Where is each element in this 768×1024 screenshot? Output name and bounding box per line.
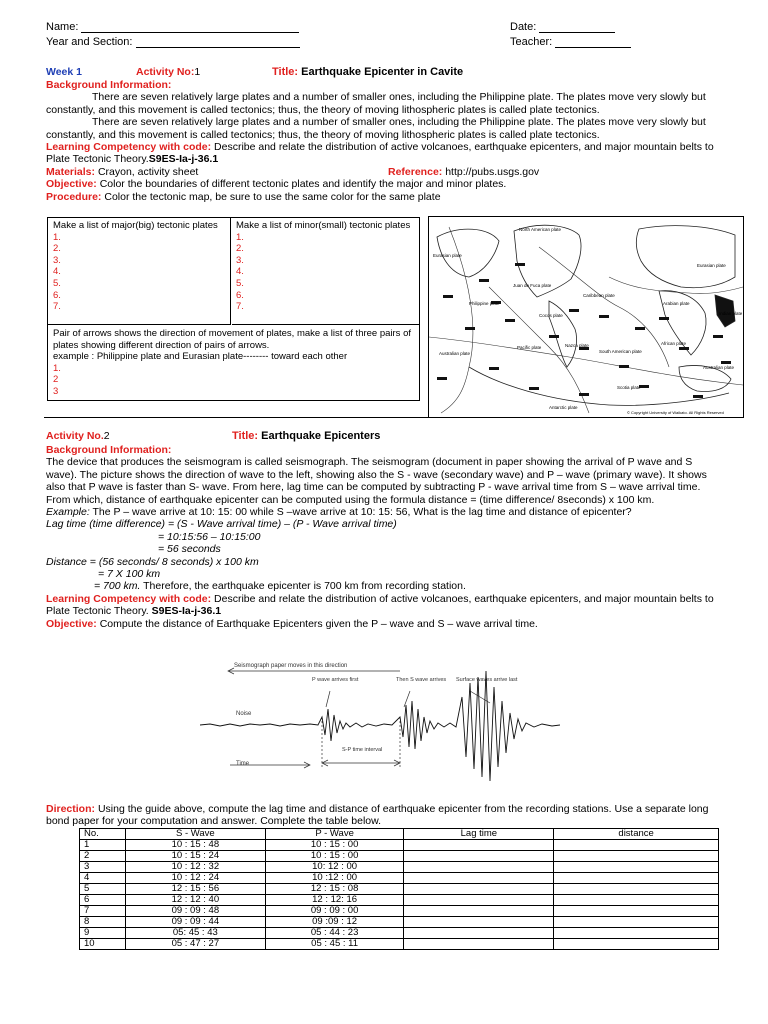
activity1-materials-line xyxy=(46,166,726,178)
row-number: 3 xyxy=(80,862,126,873)
activity2-objective-label: Objective: xyxy=(46,617,97,630)
major-item-number: 3. xyxy=(53,254,61,266)
activity2-number-value: 2 xyxy=(103,430,110,442)
lag-time-answer[interactable] xyxy=(404,917,554,928)
s-wave-time: 09 : 09 : 48 xyxy=(125,906,265,917)
activity1-competency xyxy=(46,141,726,166)
distance-answer[interactable] xyxy=(554,884,719,895)
s-wave-time: 09 : 09 : 44 xyxy=(125,917,265,928)
plates-list-table xyxy=(47,217,420,401)
tectonic-plates-map xyxy=(428,216,744,418)
p-wave-time: 09 : 09 : 00 xyxy=(265,906,404,917)
activity2-title-text: Earthquake Epicenters xyxy=(261,430,381,442)
s-wave-label: Then S wave arrives xyxy=(396,677,447,683)
activity2-objective-text: Compute the distance of Earthquake Epicenters given the P – wave and S – wave arrival time. xyxy=(99,617,538,630)
activity2-number-label: Activity No. xyxy=(46,430,104,442)
s-wave-time: 05: 45 : 43 xyxy=(125,928,265,939)
activity2-body xyxy=(46,444,726,630)
s-wave-time: 12 : 15 : 56 xyxy=(125,884,265,895)
activity1-background-p2: There are seven relatively large plates and a number of smaller ones, including the Philippine plate. The plates move very slowly but constantly, and this movement is called tectonics; thus, the theory of moving lithospheric plates is called plate tectonics. xyxy=(46,116,706,141)
name-blank[interactable] xyxy=(81,20,299,33)
minor-item-number: 3. xyxy=(236,254,244,266)
year-section-label: Year and Section: xyxy=(46,36,133,48)
p-wave-time: 12 : 12: 16 xyxy=(265,895,404,906)
table-row xyxy=(80,928,719,939)
example-text: The P – wave arrive at 10: 15: 00 while S –wave arrive at 10: 15: 56, What is the lag time and distance of epicenter? xyxy=(92,506,632,519)
row-number: 10 xyxy=(80,939,126,950)
s-wave-time: 10 : 12 : 32 xyxy=(125,862,265,873)
label-antarctic: Antarctic plate xyxy=(549,405,578,410)
label-juan-de-fuca: Juan de Fuca plate xyxy=(513,283,552,288)
minor-item-number: 4. xyxy=(236,266,244,278)
continent-outlines xyxy=(437,225,735,405)
minor-item-number: 6. xyxy=(236,289,244,301)
example-label: Example: xyxy=(46,506,90,519)
row-number: 5 xyxy=(80,884,126,895)
activity1-title-text: Earthquake Epicenter in Cavite xyxy=(301,66,464,78)
distance-step1: = 7 X 100 km xyxy=(98,568,161,581)
distance-answer[interactable] xyxy=(554,917,719,928)
distance-step2-line xyxy=(46,580,726,592)
lag-time-answer[interactable] xyxy=(404,873,554,884)
activity1-title-label: Title: xyxy=(272,66,299,78)
minor-item-number: 1. xyxy=(236,231,244,243)
distance-answer[interactable] xyxy=(554,862,719,873)
activity1-number-label: Activity No: xyxy=(136,66,195,78)
p-wave-time: 10 :12 : 00 xyxy=(265,873,404,884)
major-item-number: 7. xyxy=(53,301,61,313)
activity2-objective xyxy=(46,618,726,630)
year-section-blank[interactable] xyxy=(136,35,300,48)
table-row xyxy=(80,873,719,884)
header-distance: distance xyxy=(554,829,719,840)
row-number: 2 xyxy=(80,851,126,862)
header-lag-time: Lag time xyxy=(404,829,554,840)
p-wave-label: P wave arrives first xyxy=(312,677,359,683)
activity1-competency-text: Describe and relate the distribution of active volcanoes, earthquake epicenters, and major mountain belts to Plate Tectonic Theory. xyxy=(46,141,714,166)
plate-pairs-example: example : Philippine plate and Eurasian plate-------- toward each other xyxy=(53,351,348,363)
p-wave-time: 12 : 15 : 08 xyxy=(265,884,404,895)
s-wave-time: 10 : 12 : 24 xyxy=(125,873,265,884)
major-item-number: 2. xyxy=(53,243,61,255)
activity1-objective xyxy=(46,178,726,190)
label-african: African plate xyxy=(661,341,687,346)
table-row xyxy=(80,906,719,917)
major-plates-cell[interactable] xyxy=(48,218,231,325)
seismogram-diagram xyxy=(200,657,560,797)
distance-answer[interactable] xyxy=(554,873,719,884)
section-divider xyxy=(44,417,738,418)
label-eurasian-right: Eurasian plate xyxy=(697,263,726,268)
reference-text: http://pubs.usgs.gov xyxy=(445,165,540,178)
plate-pairs-cell[interactable] xyxy=(48,326,419,400)
header-s-wave: S - Wave xyxy=(125,829,265,840)
plate-pairs-heading: Pair of arrows shows the direction of movement of plates, make a list of three pairs of plates showing different direction of pairs of arrows. xyxy=(53,328,411,351)
table-row xyxy=(80,884,719,895)
activity2-background-label: Background Information: xyxy=(46,444,172,456)
activity2-background-text: The device that produces the seismogram is called seismograph. The seismogram (document in paper showing the arrival of P wave and S wave). The picture shows the direction of wave to the left, showing also the S - wave (secondary wave) and P – wave (primary wave). It shows also that P wave is faster than S- wave. From here, lag time can be computed by subtracting P - wave arrival time from S – wave arrival time. From which, distance of earthquake epicenter can be computed using the formula distance = (time difference/ 8seconds) x 100 km. xyxy=(46,456,707,506)
teacher-blank[interactable] xyxy=(555,35,631,48)
distance-answer[interactable] xyxy=(554,840,719,851)
minor-item-number: 5. xyxy=(236,277,244,289)
row-number: 6 xyxy=(80,895,126,906)
p-wave-time: 05 : 45 : 11 xyxy=(265,939,404,950)
label-eurasian-left: Eurasian plate xyxy=(433,253,462,258)
direction-label: Direction: xyxy=(46,803,96,815)
p-wave-time: 05 : 44 : 23 xyxy=(265,928,404,939)
activity2-title-label: Title: xyxy=(232,430,259,442)
activity1-heading xyxy=(46,66,82,78)
lag-time-step1: = 10:15:56 – 10:15:00 xyxy=(158,530,261,543)
teacher-field[interactable] xyxy=(510,35,631,48)
s-wave-time: 12 : 12 : 40 xyxy=(125,895,265,906)
lag-time-answer[interactable] xyxy=(404,895,554,906)
p-wave-time: 10 : 15 : 00 xyxy=(265,840,404,851)
paper-direction-label: Seismograph paper moves in this direction xyxy=(234,663,348,669)
row-number: 1 xyxy=(80,840,126,851)
activity2-competency xyxy=(46,593,726,618)
distance-answer[interactable] xyxy=(554,851,719,862)
minor-item-number: 2. xyxy=(236,243,244,255)
week-label: Week 1 xyxy=(46,66,82,78)
distance-answer[interactable] xyxy=(554,939,719,950)
activity1-number-value: 1 xyxy=(194,66,201,78)
distance-formula: Distance = (56 seconds/ 8 seconds) x 100 km xyxy=(46,555,259,568)
procedure-text: Color the tectonic map, be sure to use the same color for the same plate xyxy=(104,190,441,203)
noise-label: Noise xyxy=(236,711,252,717)
lag-time-answer[interactable] xyxy=(404,906,554,917)
lag-time-answer[interactable] xyxy=(404,851,554,862)
lag-time-step2: = 56 seconds xyxy=(158,543,221,556)
activity1-number xyxy=(136,66,200,78)
minor-item-number: 7. xyxy=(236,301,244,313)
seismogram-drawing xyxy=(200,657,560,797)
label-arabian: Arabian plate xyxy=(663,301,690,306)
label-indian: Indian plate xyxy=(719,311,743,316)
activity1-title xyxy=(272,66,463,78)
direction-text: Using the guide above, compute the lag time and distance of earthquake epicenter from the recording stations. Use a separate long bond paper for your computation and answer. Complete the table below. xyxy=(46,803,709,828)
p-wave-pointer xyxy=(326,691,330,707)
tectonic-map-drawing xyxy=(429,217,743,417)
distance-answer[interactable] xyxy=(554,906,719,917)
activity1-procedure xyxy=(46,191,726,203)
lag-time-table xyxy=(79,828,719,950)
label-south-american: South American plate xyxy=(599,349,642,354)
minor-plates-heading: Make a list of minor(small) tectonic plates xyxy=(236,220,411,231)
activity1-background-p1: There are seven relatively large plates and a number of smaller ones, including the Philippine plate. The plates move very slowly but constantly, and this movement is called tectonics; thus, the theory of moving lithospheric plates is called plate tectonics. xyxy=(46,91,706,116)
s-wave-time: 10 : 15 : 24 xyxy=(125,851,265,862)
header-p-wave: P - Wave xyxy=(265,829,404,840)
activity1-competency-label: Learning Competency with code: xyxy=(46,141,212,154)
activity2-competency-code: S9ES-Ia-j-36.1 xyxy=(151,605,222,618)
surface-waves-label: Surface waves arrive last xyxy=(456,677,518,683)
procedure-label: Procedure: xyxy=(46,190,102,203)
p-wave-time: 10: 12 : 00 xyxy=(265,862,404,873)
table-header-row xyxy=(80,829,719,840)
activity2-competency-text: Describe and relate the distribution of active volcanoes, earthquake epicenters, and major mountain belts to Plate Tectonic Theory. xyxy=(46,592,714,618)
materials-label: Materials: xyxy=(46,165,96,178)
label-australian-left: Australian plate xyxy=(439,351,471,356)
materials-text: Crayon, activity sheet xyxy=(97,165,199,178)
row-number: 8 xyxy=(80,917,126,928)
major-plates-heading: Make a list of major(big) tectonic plates xyxy=(53,220,218,231)
date-field[interactable] xyxy=(510,20,615,33)
major-item-number: 5. xyxy=(53,277,61,289)
lag-time-formula: Lag time (time difference) = (S - Wave arrival time) – (P - Wave arrival time) xyxy=(46,518,397,531)
teacher-label: Teacher: xyxy=(510,36,553,48)
table-row xyxy=(80,862,719,873)
table-row xyxy=(80,840,719,851)
label-philippine: Philippine plate xyxy=(469,301,500,306)
row-number: 4 xyxy=(80,873,126,884)
name-label: Name: xyxy=(46,21,79,33)
lag-time-answer[interactable] xyxy=(404,840,554,851)
pair-item-number: 3 xyxy=(53,385,59,397)
table-row xyxy=(80,917,719,928)
activity2-title xyxy=(232,430,380,442)
row-number: 9 xyxy=(80,928,126,939)
lag-time-answer[interactable] xyxy=(404,884,554,895)
example-line xyxy=(46,506,726,518)
label-nazca: Nazca plate xyxy=(565,343,589,348)
p-wave-time: 10 : 15 : 00 xyxy=(265,851,404,862)
sp-interval-label: S-P time interval xyxy=(342,747,383,753)
p-wave-time: 09 :09 : 12 xyxy=(265,917,404,928)
activity2-competency-label: Learning Competency with code: xyxy=(46,592,212,605)
lag-time-answer[interactable] xyxy=(404,862,554,873)
label-scotia: Scotia plate xyxy=(617,385,641,390)
minor-plates-cell[interactable] xyxy=(232,218,419,325)
major-item-number: 1. xyxy=(53,231,61,243)
label-pacific: Pacific plate xyxy=(517,345,542,350)
row-number: 7 xyxy=(80,906,126,917)
date-blank[interactable] xyxy=(539,20,615,33)
pair-item-number: 1. xyxy=(53,362,61,374)
label-cocos: Cocos plate xyxy=(539,313,563,318)
s-wave-pointer xyxy=(404,691,410,707)
reference-label: Reference: xyxy=(388,165,443,178)
activity1-background-label: Background Information: xyxy=(46,79,172,91)
pair-item-number: 2 xyxy=(53,374,59,386)
time-label: Time xyxy=(236,761,250,767)
activity1-objective-label: Objective: xyxy=(46,178,97,191)
year-section-field[interactable] xyxy=(46,35,300,48)
seismogram-trace xyxy=(200,671,560,781)
activity1-competency-code: S9ES-Ia-j-36.1 xyxy=(148,153,219,166)
lag-time-answer[interactable] xyxy=(404,928,554,939)
major-item-number: 6. xyxy=(53,289,61,301)
table-row xyxy=(80,939,719,950)
lag-time-answer[interactable] xyxy=(404,939,554,950)
map-copyright: © Copyright University of Waikato. All Rights Reserved xyxy=(627,410,724,415)
s-wave-time: 05 : 47 : 27 xyxy=(125,939,265,950)
activity1-background xyxy=(46,79,726,203)
table-row xyxy=(80,851,719,862)
label-caribbean: Caribbean plate xyxy=(583,293,615,298)
activity2-number xyxy=(46,430,110,442)
activity1-objective-text: Color the boundaries of different tectonic plates and identify the major and minor plates. xyxy=(99,178,507,191)
distance-answer[interactable] xyxy=(554,928,719,939)
date-label: Date: xyxy=(510,21,537,33)
s-wave-time: 10 : 15 : 48 xyxy=(125,840,265,851)
distance-step2: = 700 km. xyxy=(94,580,141,593)
label-australian-right: Australian plate xyxy=(703,365,735,370)
distance-conclusion: Therefore, the earthquake epicenter is 700 km from recording station. xyxy=(143,580,466,593)
direction-block xyxy=(46,803,726,828)
table-row xyxy=(80,895,719,906)
header-no: No. xyxy=(80,829,126,840)
distance-answer[interactable] xyxy=(554,895,719,906)
major-item-number: 4. xyxy=(53,266,61,278)
label-north-american: North American plate xyxy=(519,227,562,232)
name-field[interactable] xyxy=(46,20,299,33)
